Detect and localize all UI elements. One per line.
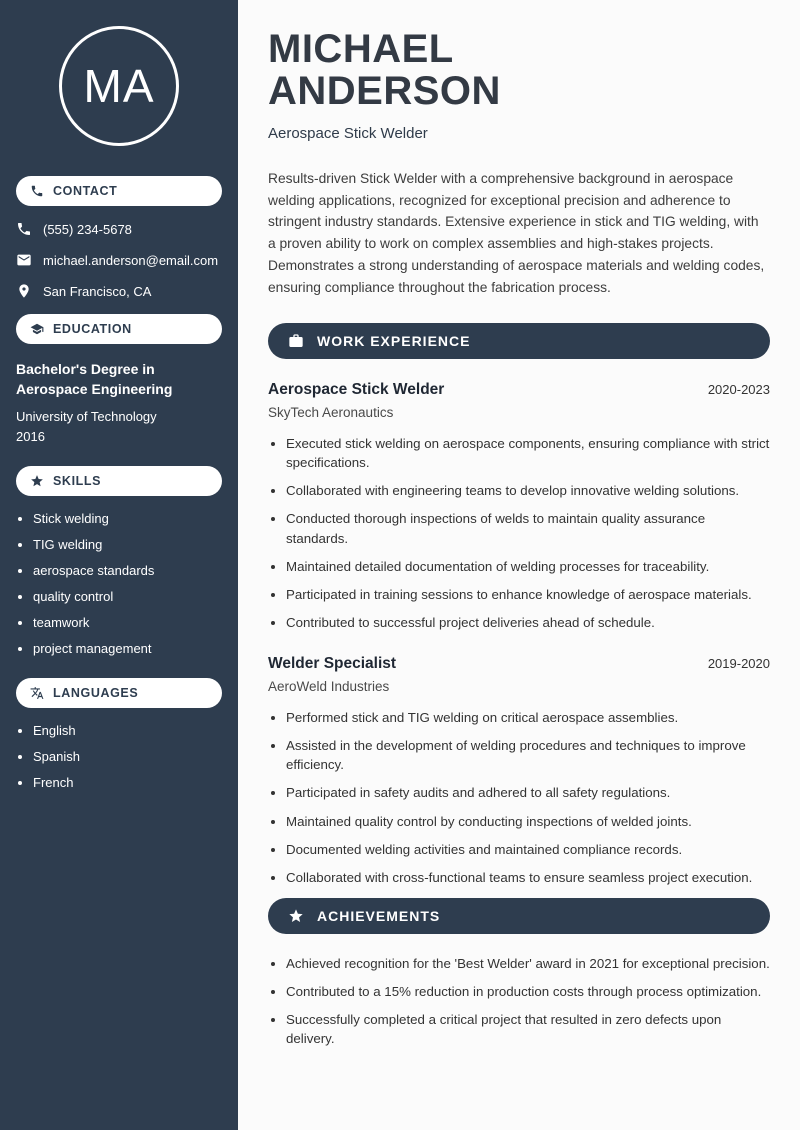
skill-item: • quality control: [33, 589, 226, 604]
mail-icon: [16, 252, 32, 268]
job-bullet: • Maintained quality control by conducting inspections of welded joints.: [286, 812, 770, 831]
education-degree: Bachelor's Degree in Aerospace Engineering: [16, 361, 173, 398]
contact-section-header: [16, 176, 222, 206]
job-entry: [268, 381, 770, 633]
avatar: [59, 26, 179, 146]
skills-section-header: [16, 466, 222, 496]
phone-icon: [16, 221, 32, 237]
job-bullet: • Collaborated with engineering teams to develop innovative welding solutions.: [286, 481, 770, 500]
skill-item: • TIG welding: [33, 537, 226, 552]
briefcase-icon: [288, 333, 304, 349]
skills-list: [0, 511, 238, 656]
achievements-list: [268, 954, 770, 1049]
education-section-title: EDUCATION: [53, 322, 132, 336]
location-icon: [16, 283, 32, 299]
phone-icon: [30, 184, 44, 198]
job-bullet: • Conducted thorough inspections of welds to maintain quality assurance standards.: [286, 509, 770, 548]
job-bullet: • Assisted in the development of welding procedures and techniques to improve efficiency.: [286, 736, 770, 775]
candidate-job-title: Aerospace Stick Welder: [268, 124, 428, 142]
achievement-item: • Contributed to a 15% reduction in production costs through process optimization.: [286, 982, 770, 1001]
language-item: • Spanish: [33, 749, 226, 764]
job-bullet: • Collaborated with cross-functional teams to ensure seamless project execution.: [286, 868, 770, 887]
contact-section-title: CONTACT: [53, 184, 118, 198]
summary-paragraph: Results-driven Stick Welder with a comprehensive background in aerospace welding applications, recognized for exceptional precision and adherence to stringent industry standards. Extensive experience in stick and TIG welding, with a proven ability to work on complex assemblies and high-stakes projects. Demonstrates a strong understanding of aerospace materials and welding codes, ensuring compliance throughout the fabrication process.: [268, 170, 765, 295]
languages-section-title: LANGUAGES: [53, 685, 139, 700]
sidebar: [0, 0, 238, 1130]
job-title-text: Welder Specialist: [268, 654, 397, 672]
graduation-cap-icon: [30, 322, 44, 336]
job-dates: 2019-2020: [707, 655, 770, 671]
education-year: 2016: [16, 428, 45, 444]
skill-item: • project management: [33, 641, 226, 656]
language-item: • French: [33, 775, 226, 790]
languages-list: [0, 723, 238, 790]
candidate-name-line1: MICHAEL: [268, 27, 454, 71]
achievement-item: • Successfully completed a critical project that resulted in zero defects upon delivery.: [286, 1010, 770, 1049]
job-header: [268, 381, 770, 399]
avatar-initials: MA: [83, 60, 155, 112]
job-bullet-list: [268, 708, 770, 888]
contact-location-text: San Francisco, CA: [43, 283, 152, 299]
job-bullet: • Documented welding activities and maintained compliance records.: [286, 840, 770, 859]
job-bullet-list: [268, 434, 770, 633]
skills-section-title: SKILLS: [53, 473, 102, 488]
job-bullet: • Participated in training sessions to enhance knowledge of aerospace materials.: [286, 585, 770, 604]
job-bullet: • Performed stick and TIG welding on critical aerospace assemblies.: [286, 708, 770, 727]
skill-item: • aerospace standards: [33, 563, 226, 578]
skill-item: • Stick welding: [33, 511, 226, 526]
education-entry: [16, 359, 222, 444]
language-item: • English: [33, 723, 226, 738]
contact-email: [16, 252, 222, 268]
job-entry: [268, 655, 770, 888]
job-company: AeroWeld Industries: [268, 678, 390, 694]
achievement-item: • Achieved recognition for the 'Best Welder' award in 2021 for exceptional precision.: [286, 954, 770, 973]
languages-section-header: [16, 678, 222, 708]
candidate-name-line2: ANDERSON: [268, 69, 501, 114]
achievements-title: ACHIEVEMENTS: [317, 907, 441, 924]
main-content: [238, 0, 800, 1130]
job-bullet: • Maintained detailed documentation of welding processes for traceability.: [286, 557, 770, 576]
education-school: University of Technology: [16, 408, 157, 424]
job-header: [268, 655, 770, 673]
candidate-name: [268, 28, 770, 113]
job-bullet: • Contributed to successful project deliveries ahead of schedule.: [286, 613, 770, 632]
job-company: SkyTech Aeronautics: [268, 404, 394, 420]
job-bullet: • Participated in safety audits and adhered to all safety regulations.: [286, 783, 770, 802]
education-section-header: [16, 314, 222, 344]
translate-icon: [30, 686, 44, 700]
achievements-section-header: [268, 898, 770, 934]
contact-email-text: michael.anderson@email.com: [43, 252, 219, 268]
star-icon: [30, 474, 44, 488]
job-dates: 2020-2023: [707, 381, 770, 397]
contact-location: [16, 283, 222, 299]
star-icon: [288, 908, 304, 924]
work-experience-title: WORK EXPERIENCE: [317, 332, 471, 349]
skill-item: • teamwork: [33, 615, 226, 630]
work-experience-section-header: [268, 323, 770, 359]
job-bullet: • Executed stick welding on aerospace components, ensuring compliance with strict specifications.: [286, 434, 770, 473]
contact-phone-text: (555) 234-5678: [43, 221, 132, 237]
job-title-text: Aerospace Stick Welder: [268, 380, 445, 398]
contact-phone: [16, 221, 222, 237]
